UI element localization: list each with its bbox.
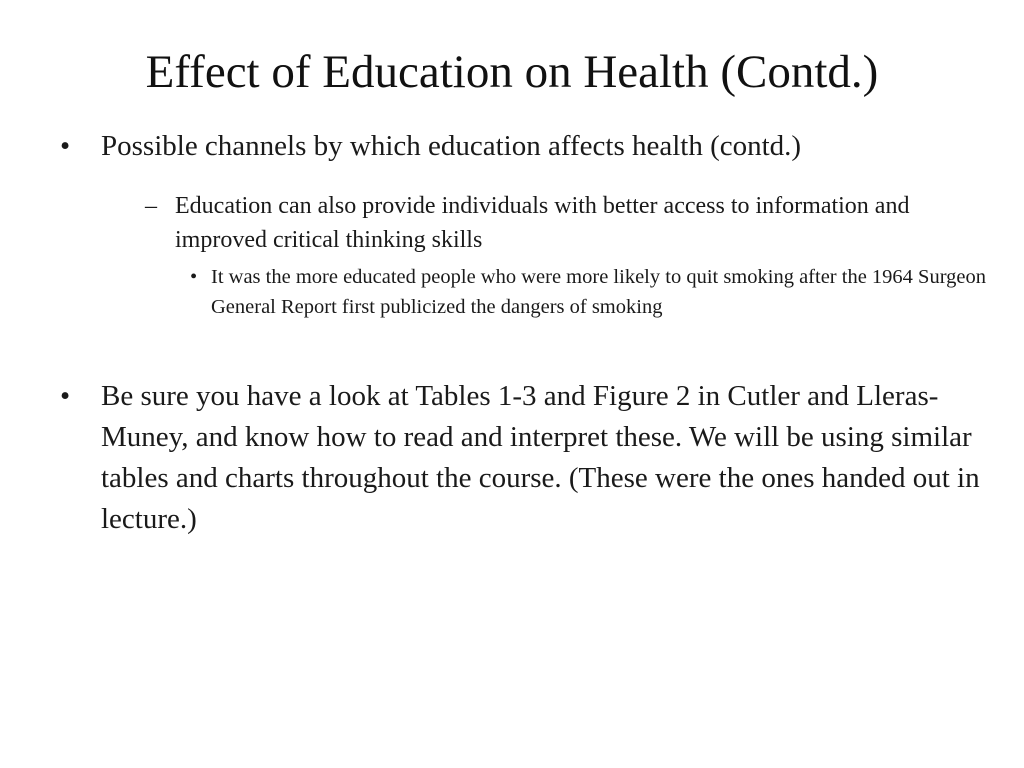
dash-icon: – (145, 193, 157, 219)
bullet-text: Be sure you have a look at Tables 1-3 and Figure 2 in Cutler and Lleras-Muney, and know how to read and interpret these. We will be using similar tables and charts throughout the course. (These were the ones handed out in lecture.) (101, 380, 980, 535)
bullet-item-2 (60, 376, 990, 540)
sub-bullet-item (145, 189, 990, 257)
sub-sub-bullet-text: It was the more educated people who were more likely to quit smoking after the 1964 Surgeon General Report first publicized the dangers of smoking (211, 266, 986, 318)
bullet-icon: • (60, 380, 71, 412)
bullet-item-1 (60, 126, 990, 167)
bullet-icon: • (190, 266, 198, 288)
bullet-text: Possible channels by which education affects health (contd.) (101, 130, 802, 162)
slide-content (60, 126, 990, 540)
bullet-icon: • (60, 130, 71, 162)
sub-sub-bullet-item (190, 262, 990, 322)
slide-title: Effect of Education on Health (Contd.) (145, 46, 879, 98)
spacer (60, 322, 990, 376)
sub-bullet-text: Education can also provide individuals with better access to information and improved critical thinking skills (175, 193, 910, 253)
